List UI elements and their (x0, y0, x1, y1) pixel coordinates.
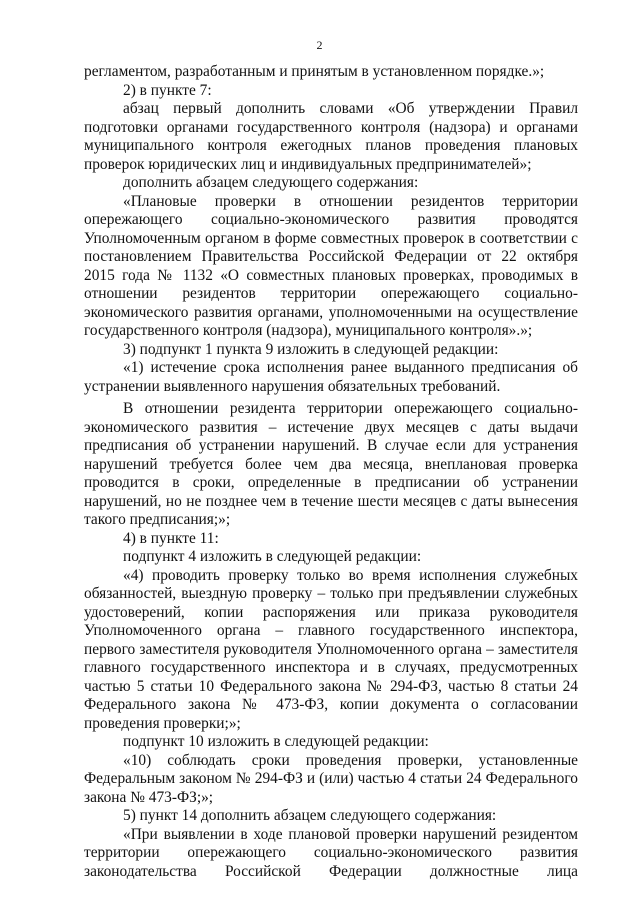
text-line: Федеральным законом № 294-ФЗ и (или) частью 4 статьи 24 Федерального (84, 770, 578, 787)
text-line: дополнить абзацем следующего содержания: (123, 174, 419, 191)
text-line: законодательства Российской Федерации должностные лица (84, 862, 578, 880)
text-line: подготовки органами государственного контроля (надзора) и органами (84, 118, 578, 136)
text-line: 2015 года № 1132 «О совместных плановых проверках, проводимых в (84, 266, 578, 284)
text-line: нарушений требуется более чем два месяца, внеплановая проверка (84, 455, 578, 473)
text-line: проведения проверки;»; (84, 714, 241, 732)
text-line: Уполномоченным органом в форме совместных проверок в соответствии с (84, 229, 578, 247)
text-line: обязанностей, выездную проверку – только при предъявлении служебных (84, 585, 578, 602)
text-line: В отношении резидента территории опережающего социально- (123, 400, 578, 417)
text-line: Федерального закона № 473-ФЗ, копии документа о согласовании (84, 696, 578, 713)
text-line: такого предписания;»; (84, 511, 231, 528)
text-line: муниципального контроля ежегодных планов проведения плановых (84, 137, 578, 154)
text-line: территории опережающего социально-экономического развития (84, 844, 578, 861)
text-line: абзац первый дополнить словами «Об утверждении Правил (123, 100, 578, 117)
text-line: проводится в сроки, определенные в предписании об устранении (84, 474, 578, 491)
text-line: 5) пункт 14 дополнить абзацем следующего содержания: (123, 807, 497, 824)
text-line: подпункт 10 изложить в следующей редакции: (123, 733, 429, 750)
text-line: экономического развития органами, уполномоченными на осуществление (84, 303, 578, 321)
text-line: предписания об устранении нарушений. В случае если для устранения (84, 437, 578, 454)
text-line: «10) соблюдать сроки проведения проверки, установленные (123, 751, 578, 769)
text-line: устранении выявленного нарушения обязательных требований. (84, 377, 501, 395)
text-line: «Плановые проверки в отношении резидентов территории (123, 192, 578, 210)
text-line: «При выявлении в ходе плановой проверки нарушений резидентом (123, 825, 578, 843)
text-line: нарушений, но не позднее чем в течение шести месяцев с даты вынесения (84, 492, 578, 510)
text-line: первого заместителя руководителя Уполномоченного органа – заместителя (84, 640, 578, 658)
text-line: отношении резидентов территории опережающего социально- (84, 285, 578, 302)
text-line: частью 5 статьи 10 Федерального закона № 294-ФЗ, частью 8 статьи 24 (84, 677, 578, 695)
text-line: опережающего социально-экономического развития проводятся (84, 211, 578, 228)
text-line: 2) в пункте 7: (123, 81, 212, 99)
text-line: Уполномоченного органа – главного государственного инспектора, (84, 622, 578, 639)
text-line: государственного контроля (надзора), муниципального контроля».»; (84, 322, 533, 339)
text-line: «1) истечение срока исполнения ранее выданного предписания об (123, 359, 578, 376)
text-line: проверок юридических лиц и индивидуальных предпринимателей»; (84, 155, 532, 173)
text-line: главного государственного инспектора и в случаях, предусмотренных (84, 659, 578, 676)
text-line: экономического развития – истечение двух месяцев с даты выдачи (84, 418, 578, 436)
text-line: регламентом, разработанным и принятым в установленном порядке.»; (84, 63, 545, 80)
document-body (84, 63, 578, 881)
text-line: 3) подпункт 1 пункта 9 изложить в следующей редакции: (123, 340, 499, 358)
text-line: удостоверений, копии распоряжения или приказа руководителя (84, 603, 578, 621)
text-line: постановлением Правительства Российской Федерации от 22 октября (84, 248, 578, 265)
text-line: «4) проводить проверку только во время исполнения служебных (123, 566, 578, 584)
text-line: подпункт 4 изложить в следующей редакции: (123, 548, 422, 565)
text-line: закона № 473-ФЗ;»; (84, 788, 214, 806)
text-line: 4) в пункте 11: (123, 529, 219, 547)
page-number: 2 (316, 38, 323, 52)
